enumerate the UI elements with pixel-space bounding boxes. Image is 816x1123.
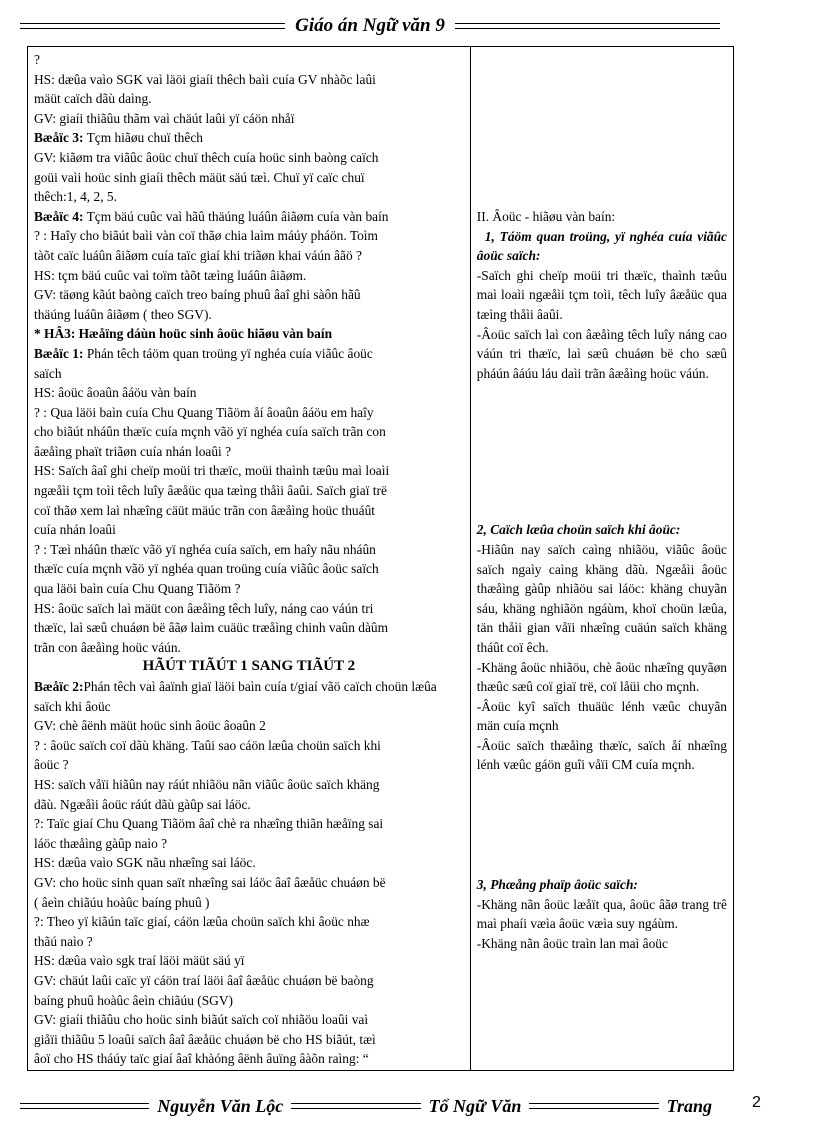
- text-line: âoüc ?: [34, 757, 69, 773]
- text-line: HS: dæûa vaìo SGK vaì läöi giaíi thêch baìi cuía GV nhàõc laûi: [34, 71, 376, 87]
- text-line: ngæåìi tçm toìi têch luîy âæåüc qua tæìng thåìi âaûi. Saïch giaï trë: [34, 483, 387, 499]
- text-line: HS: âoüc saïch laì mäüt con âæåìng têch luîy, náng cao váún tri: [34, 600, 374, 616]
- text-line: giåïi thiãûu 5 loaûi saïch âaî âæåüc chuáøn bë cho HS biãút, tæì: [34, 1031, 376, 1047]
- footer-rule-1: [20, 1103, 149, 1109]
- teacher-activity-column: [28, 47, 471, 1071]
- step-4-text: Tçm bäú cuûc vaì hãû thäúng luáûn âiãøm cuía vàn baín: [86, 208, 389, 224]
- text-line: thêch:1, 4, 2, 5.: [34, 189, 117, 205]
- item-2-lines: [477, 540, 727, 775]
- step-4-label: Bæåïc 4:: [34, 208, 84, 224]
- page-footer: [20, 1094, 720, 1118]
- text-line: HS: dæûa vaìo SGK nãu nhæîng sai láöc.: [34, 855, 256, 871]
- text-line: GV: giaíi thiãûu thãm vaì chäút laûi yï cáön nhåï: [34, 110, 295, 126]
- text-line: HS: tçm bäú cuûc vaì toïm tàõt tæìng luáûn âiãøm.: [34, 267, 307, 283]
- footer-group: Tổ Ngữ Văn: [428, 1095, 522, 1116]
- text-line: HS: âoüc âoaûn âáöu vàn baín: [34, 385, 197, 401]
- text-line: mäüt caïch dãù daìng.: [34, 91, 152, 107]
- text-line: thãú naìo ?: [34, 933, 93, 949]
- text-line: thæïc, laì sæû chuáøn bë âãø laìm cuäüc træåìng chinh vaûn dàûm: [34, 620, 389, 636]
- text-line: tàõt caïc luáûn âiãøm cuía taïc giaí khi triãøn khai váún âãö ?: [34, 247, 362, 263]
- item-1-heading: 1, Táöm quan troüng, yï nghéa cuía viãûc âoüc saïch:: [476, 228, 727, 264]
- text-line: ? : Haîy cho biãút baìi vàn coï thãø chia laìm máúy pháön. Toìm: [34, 228, 378, 244]
- block-1: [34, 50, 464, 128]
- text-line: coï thãø xem laì nhæîng cäüt mäúc trãn con âæåìng hoüc thuáût: [34, 502, 375, 518]
- text-line: ?: [34, 52, 40, 67]
- text-line: qua läöi baìn cuía Chu Quang Tiãöm ?: [34, 581, 241, 597]
- text-line: HS: Saïch âaî ghi cheïp moüi tri thæïc, moüi thaình tæûu maì loaìi: [34, 463, 390, 479]
- text-line: thæïc cuía mçnh vãö yï nghéa quan troüng cuía viãûc âoüc saïch: [34, 561, 379, 577]
- text-line: -Âoüc kyî saïch thuäüc lénh væûc chuyãn män cuía mçnh: [476, 698, 727, 734]
- text-line: -Hiãûn nay saïch caìng nhiãöu, viãûc âoüc saïch ngaìy caìng khäng dãù. Ngæåìi âoüc thæåìng gàûp nhiãöu sai láöc: khäng chuyãn sáu, khäng nghiãön ngáùm, khoï choün læûa, tän thåìi gian våïi nhæîng cuäún saïch khäng tháût coï êch.: [476, 541, 727, 655]
- activity-3-heading: * HÂ3: Hæåïng dáùn hoüc sinh âoüc hiãøu vàn baín: [34, 326, 333, 342]
- text-line: GV: kiãøm tra viãûc âoüc chuï thêch cuía hoüc sinh baòng caïch: [34, 149, 379, 165]
- right-spacer-low: [477, 775, 727, 875]
- item-1-lines: [477, 266, 727, 384]
- step-1-text: Phán têch táöm quan troüng yï nghéa cuía viãûc âoüc: [86, 345, 373, 361]
- text-line: -Khäng nãn âoüc traìn lan maì âoüc: [476, 935, 668, 951]
- text-line: ?: Theo yï kiãún taïc giaí, cáön læûa choün saïch khi âoüc nhæ: [34, 914, 370, 930]
- footer-author: Nguyễn Văn Lộc: [157, 1095, 284, 1116]
- content-column: [470, 47, 733, 1071]
- text-line: ? : Tæì nháûn thæïc vãö yï nghéa cuía saïch, em haîy nãu nháûn: [34, 541, 376, 557]
- step-4-line: [34, 207, 464, 227]
- step-3-text: Tçm hiãøu chuï thêch: [86, 130, 203, 146]
- item-2-heading: 2, Caïch læûa choün saïch khi âoüc:: [476, 522, 681, 538]
- text-line: GV: chäút laûi caïc yï cáön traí läöi âaî âæåüc chuáøn bë baòng: [34, 972, 374, 988]
- text-line: saïch: [34, 365, 62, 381]
- page-number: 2: [752, 1094, 761, 1111]
- text-line: goüi vaìi hoüc sinh giaíi thêch mäüt säú tæì. Chuï yï caïc chuï: [34, 169, 365, 185]
- step-3-label: Bæåïc 3:: [34, 130, 84, 146]
- header-rule-right: [455, 23, 720, 29]
- text-line: -Khäng âoüc nhiãöu, chè âoüc nhæîng quyãøn thæûc sæû coï giaï trë, coï låüi cho mçnh.: [476, 659, 727, 695]
- block-4: [34, 364, 464, 658]
- step-1-line: [34, 344, 464, 364]
- text-line: âoï cho HS tháúy taïc giaí âaî khàóng âënh âuïng âàõn raìng: “: [34, 1051, 369, 1067]
- transition-heading: HÃÚT TIÃÚT 1 SANG TIÃÚT 2: [142, 658, 356, 675]
- text-line: -Âoüc saïch laì con âæåìng têch luîy náng cao váún tri thæïc, laì sæû chuáøn bë cho sæû pháún âáúu láu daìi trãn âæåìng hoüc váún.: [476, 326, 727, 381]
- footer-page-label: Trang: [666, 1095, 712, 1116]
- text-line: GV: chè âënh mäüt hoüc sinh âoüc âoaûn 2: [34, 718, 266, 734]
- page-header: [20, 14, 720, 38]
- text-line: âæåìng phaït triãøn cuía nhán loaûi ?: [34, 443, 232, 459]
- text-line: baíng phuû hoàûc âeìn chiãúu (SGV): [34, 992, 233, 1008]
- footer-rule-3: [529, 1103, 658, 1109]
- step-2-label: Bæåïc 2:: [34, 679, 84, 694]
- text-line: -Khäng nãn âoüc læåït qua, âoüc âãø trang trê maì phaíi væìa âoüc væìa suy ngáùm.: [476, 896, 727, 932]
- step-2-line: [34, 677, 464, 697]
- text-line: dãù. Ngæåìi âoüc ráút dãù gàûp sai láöc.: [34, 796, 251, 812]
- text-line: thäúng luáûn âiãøm ( theo SGV).: [34, 306, 212, 322]
- block-2: [34, 148, 464, 207]
- text-line: láöc thæåìng gàûp naìo ?: [34, 835, 168, 851]
- step-1-label: Bæåïc 1:: [34, 345, 84, 361]
- item-3-heading: 3, Phæång phaïp âoüc saïch:: [476, 877, 638, 893]
- text-line: saïch khi âoüc: [34, 698, 111, 714]
- text-line: HS: saïch våïi hiãûn nay ráút nhiãöu nãn viãûc âoüc saïch khäng: [34, 776, 380, 792]
- text-line: cho biãút nháûn thæïc cuía mçnh vãö yï nghéa cuía saïch trãn con: [34, 424, 386, 440]
- text-line: GV: cho hoüc sinh quan saït nhæîng sai láöc âaî âæåüc chuáøn bë: [34, 874, 386, 890]
- step-2-text: Phán têch vaì âaïnh giaï läöi baìn cuía t/giaí vãö caïch choün læûa: [83, 679, 437, 694]
- text-line: ? : âoüc saïch coï dãù khäng. Taûi sao cáön læûa choün saïch khi: [34, 737, 381, 753]
- header-rule-left: [20, 23, 285, 29]
- block-3: [34, 226, 464, 324]
- text-line: ( âeìn chiãúu hoàûc baíng phuû ): [34, 894, 210, 910]
- footer-rule-2: [291, 1103, 420, 1109]
- right-spacer-top: [477, 50, 727, 207]
- text-line: ?: Taïc giaí Chu Quang Tiãöm âaî chè ra nhæîng thiãn hæåïng sai: [34, 816, 384, 832]
- item-3-lines: [477, 895, 727, 954]
- block-5: [34, 697, 464, 1069]
- text-line: -Saïch ghi cheïp moüi tri thæïc, thaình tæûu maì loaìi ngæåìi tçm toìi, têch luîy âæåüc qua tæìng thåìi âaûi.: [476, 267, 727, 322]
- lesson-table: [27, 46, 734, 1071]
- text-line: GV: täøng kãút baòng caïch treo baíng phuû âaî ghi sàôn hãû: [34, 287, 361, 303]
- text-line: HS: dæûa vaìo sgk traí läöi mäüt säú yï: [34, 953, 245, 969]
- text-line: cuía nhán loaûi: [34, 522, 116, 538]
- text-line: trãn con âæåìng hoüc váún.: [34, 639, 181, 655]
- text-line: -Âoüc saïch thæåìng thæïc, saïch åí nhæîng lénh væûc gáön guîi våïi CM cuía mçnh.: [476, 737, 727, 773]
- section-heading-reading: II. Âoüc - hiãøu vàn baín:: [476, 209, 616, 224]
- header-title: Giáo án Ngữ văn 9: [295, 15, 445, 36]
- text-line: GV: giaíi thiãûu cho hoüc sinh biãút saïch coï nhiãöu loaûi vaì: [34, 1012, 369, 1028]
- right-spacer-mid: [477, 383, 727, 520]
- step-3-line: [34, 128, 464, 148]
- text-line: ? : Qua läöi baìn cuía Chu Quang Tiãöm åí âoaûn âáöu em haîy: [34, 404, 374, 420]
